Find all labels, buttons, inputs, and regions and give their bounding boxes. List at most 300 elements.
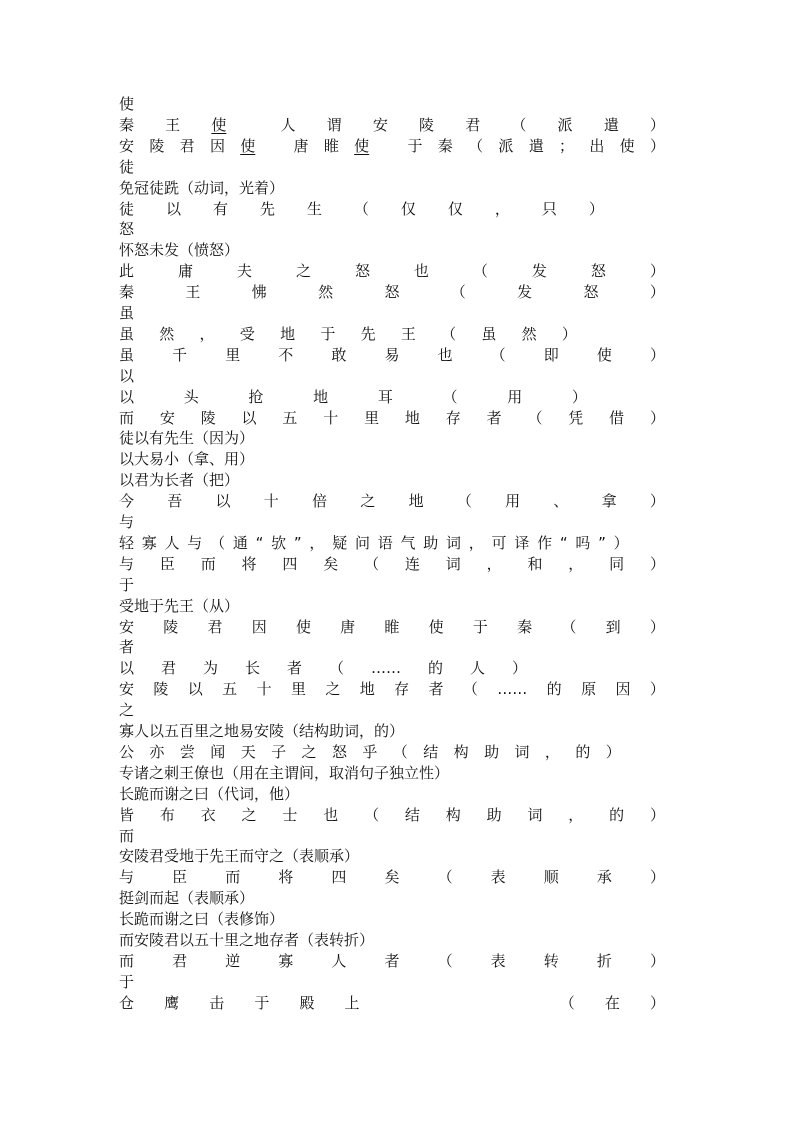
- char: 寡: [278, 951, 294, 970]
- char: 睢: [384, 617, 400, 636]
- char: ）: [649, 993, 665, 1012]
- char: 用: [507, 387, 523, 406]
- char: 抢: [248, 387, 264, 406]
- char: 四: [331, 868, 347, 887]
- char: 与: [119, 868, 135, 887]
- char: 拿: [601, 492, 617, 511]
- char: 仅: [447, 199, 463, 218]
- char: 之: [360, 492, 376, 511]
- char: 词: [446, 533, 462, 552]
- char: ”: [598, 533, 606, 552]
- char: 构: [453, 742, 469, 761]
- char: 安: [119, 136, 135, 155]
- char: 以: [241, 408, 257, 427]
- char: 仓: [119, 993, 135, 1012]
- example-line: 受地于先王（从）: [119, 596, 240, 615]
- char: 虽: [481, 324, 497, 343]
- char: 通: [232, 533, 248, 552]
- char: 吗: [575, 533, 591, 552]
- example-line: [119, 554, 665, 575]
- entry-heading: 使: [119, 95, 135, 113]
- char: 怒: [590, 262, 606, 281]
- example-line: [119, 408, 665, 429]
- char: 为: [203, 659, 219, 678]
- example-line: 寡人以五百里之地易安陵（结构助词，的）: [119, 722, 405, 740]
- char: 乎: [362, 742, 378, 761]
- char: ”: [293, 533, 302, 552]
- char: （: [353, 199, 369, 218]
- char: 于: [472, 617, 488, 636]
- char: 气: [400, 533, 416, 552]
- example-line: [119, 282, 665, 303]
- char: 里: [290, 680, 306, 699]
- char: 作: [537, 533, 553, 552]
- char: 欤: [271, 533, 287, 552]
- char: 于: [254, 993, 270, 1012]
- char: 转: [543, 951, 559, 970]
- char: 怒: [331, 742, 347, 761]
- char: ，: [309, 533, 325, 552]
- example-line: 以君为长者（把）: [119, 471, 240, 490]
- char: 君: [172, 951, 188, 970]
- char: （: [441, 324, 457, 343]
- entry-heading: 与: [119, 513, 135, 531]
- char: ）: [613, 533, 629, 552]
- char: 安: [159, 408, 175, 427]
- char: （: [437, 951, 453, 970]
- example-line: 专诸之刺王僚也（用在主谓间，取消句子独立性）: [119, 763, 450, 782]
- char: 秦: [119, 283, 135, 302]
- char: 寡: [141, 533, 157, 552]
- char: ……: [497, 680, 528, 699]
- char: （: [472, 262, 488, 281]
- char: 耳: [377, 387, 393, 406]
- example-line: 长跪而谢之曰（表修饰）: [119, 910, 285, 929]
- char: 人: [331, 951, 347, 970]
- char: 君: [465, 115, 481, 134]
- char: 士: [282, 805, 298, 824]
- underlined-char: 使: [211, 115, 227, 134]
- char: ）: [649, 680, 665, 699]
- char: 因: [615, 680, 631, 699]
- example-line: [119, 115, 665, 136]
- char: 四: [282, 554, 298, 573]
- char: 而: [119, 951, 135, 970]
- char: （: [462, 680, 478, 699]
- char: 先: [360, 324, 376, 343]
- char: （: [364, 554, 380, 573]
- char: ，: [544, 742, 560, 761]
- char: 安: [372, 115, 388, 134]
- char: （: [559, 993, 575, 1012]
- char: 唐: [293, 136, 309, 155]
- entry-heading: 虽: [119, 304, 135, 322]
- char: 构: [445, 805, 461, 824]
- char: 的: [427, 659, 443, 678]
- char: 同: [609, 554, 625, 573]
- char: 到: [605, 617, 621, 636]
- char: 凭: [568, 408, 584, 427]
- char: 秦: [119, 115, 135, 134]
- entry-heading: 而: [119, 826, 135, 845]
- char: 地: [359, 680, 375, 699]
- char: 顺: [543, 868, 559, 887]
- char: 吾: [167, 492, 183, 511]
- char: ……: [371, 659, 401, 678]
- char: （: [210, 533, 226, 552]
- char: 使: [596, 345, 612, 364]
- char: 而: [225, 868, 241, 887]
- char: 闻: [210, 742, 226, 761]
- char: 发: [531, 262, 547, 281]
- char: 也: [437, 345, 453, 364]
- char: 怒: [354, 262, 370, 281]
- char: 长: [245, 659, 261, 678]
- char: 折: [596, 951, 612, 970]
- char: 人: [469, 659, 485, 678]
- char: 表: [490, 951, 506, 970]
- entry-heading: 之: [119, 701, 135, 720]
- char: 头: [183, 387, 199, 406]
- char: 十: [263, 492, 279, 511]
- char: 也: [323, 805, 339, 824]
- char: （: [561, 617, 577, 636]
- char: 词: [527, 805, 543, 824]
- char: 人: [280, 115, 296, 134]
- char: （: [468, 136, 484, 155]
- example-line: [119, 387, 587, 408]
- underlined-char: 使: [354, 136, 370, 155]
- char: 先: [259, 199, 275, 218]
- char: 皆: [119, 805, 135, 824]
- char: （: [392, 742, 408, 761]
- char: 陵: [200, 408, 216, 427]
- char: 今: [119, 492, 135, 511]
- char: 使: [428, 617, 444, 636]
- char: 地: [404, 408, 420, 427]
- char: 里: [225, 345, 241, 364]
- char: 击: [209, 993, 225, 1012]
- entry-heading: 者: [119, 638, 135, 657]
- example-line: [119, 867, 665, 888]
- example-line: [119, 345, 665, 366]
- char: ）: [649, 868, 665, 887]
- char: ）: [649, 345, 665, 364]
- char: 敢: [331, 345, 347, 364]
- char: 以: [119, 659, 135, 678]
- char: 此: [119, 262, 135, 281]
- char: 生: [306, 199, 322, 218]
- char: 发: [517, 283, 533, 302]
- entry-heading: 徒: [119, 157, 135, 176]
- char: ）: [649, 408, 665, 427]
- char: 君: [179, 136, 195, 155]
- char: ）: [511, 659, 527, 678]
- char: 而: [200, 554, 216, 573]
- char: ）: [649, 283, 665, 302]
- char: 尝: [179, 742, 195, 761]
- char: 地: [280, 324, 296, 343]
- char: 谓: [326, 115, 342, 134]
- example-line: [119, 805, 665, 826]
- char: 易: [384, 345, 400, 364]
- char: 王: [165, 115, 181, 134]
- char: ）: [649, 492, 665, 511]
- char: 臣: [172, 868, 188, 887]
- entry-heading: 于: [119, 972, 135, 991]
- char: 逆: [225, 951, 241, 970]
- char: 疑: [332, 533, 348, 552]
- char: 布: [159, 805, 175, 824]
- char: （: [364, 805, 380, 824]
- char: ）: [649, 554, 665, 573]
- char: 十: [323, 408, 339, 427]
- char: 词: [445, 554, 461, 573]
- char: “: [255, 533, 264, 552]
- example-line: 以大易小（拿、用）: [119, 450, 255, 469]
- char: 遣: [603, 115, 619, 134]
- char: 鹰: [164, 993, 180, 1012]
- char: 用: [505, 492, 521, 511]
- char: 语: [377, 533, 393, 552]
- char: 表: [490, 868, 506, 887]
- char: ）: [649, 805, 665, 824]
- char: ）: [649, 115, 665, 134]
- char: （: [490, 345, 506, 364]
- char: 倍: [312, 492, 328, 511]
- char: 将: [241, 554, 257, 573]
- char: 结: [404, 805, 420, 824]
- char: ）: [588, 199, 604, 218]
- char: ）: [649, 262, 665, 281]
- char: ；: [559, 136, 575, 155]
- char: 出: [589, 136, 605, 155]
- char: 陵: [149, 136, 165, 155]
- char: 者: [287, 659, 303, 678]
- example-line: [119, 199, 604, 220]
- char: 存: [394, 680, 410, 699]
- char: 安: [119, 680, 135, 699]
- char: ，: [486, 554, 502, 573]
- example-line: [119, 491, 665, 512]
- char: ）: [571, 387, 587, 406]
- char: 以: [119, 387, 135, 406]
- example-line: [119, 261, 665, 282]
- char: 地: [408, 492, 424, 511]
- char: 因: [209, 136, 225, 155]
- char: 君: [161, 659, 177, 678]
- char: 陵: [153, 680, 169, 699]
- example-line: 怀怒未发（愤怒）: [119, 241, 240, 260]
- char: 者: [428, 680, 444, 699]
- char: ，: [568, 554, 584, 573]
- char: 原: [581, 680, 597, 699]
- char: 与: [187, 533, 203, 552]
- char: 的: [575, 742, 591, 761]
- example-line: [119, 533, 629, 554]
- char: 虽: [119, 324, 135, 343]
- char: 结: [423, 742, 439, 761]
- char: 和: [527, 554, 543, 573]
- char: 君: [207, 617, 223, 636]
- example-line: [119, 679, 665, 700]
- char: 者: [486, 408, 502, 427]
- example-line: 安陵君受地于先王而守之（表顺承）: [119, 847, 360, 866]
- char: 然: [521, 324, 537, 343]
- example-line: [119, 617, 665, 638]
- char: 、: [553, 492, 569, 511]
- char: （: [511, 115, 527, 134]
- example-line: 挺剑而起（表顺承）: [119, 889, 255, 908]
- char: ，: [199, 324, 215, 343]
- char: ）: [649, 617, 665, 636]
- char: ）: [605, 742, 621, 761]
- char: 之: [325, 680, 341, 699]
- char: 夫: [236, 262, 252, 281]
- char: 五: [282, 408, 298, 427]
- char: 以: [215, 492, 231, 511]
- char: （: [527, 408, 543, 427]
- char: 于: [407, 136, 423, 155]
- char: 然: [159, 324, 175, 343]
- char: （: [450, 283, 466, 302]
- char: 与: [119, 554, 135, 573]
- char: 上: [344, 993, 360, 1012]
- char: 里: [364, 408, 380, 427]
- example-line: [119, 951, 665, 972]
- char: 遣: [528, 136, 544, 155]
- char: 于: [320, 324, 336, 343]
- char: （: [437, 868, 453, 887]
- char: 秦: [437, 136, 453, 155]
- char: 以: [187, 680, 203, 699]
- char: 者: [384, 951, 400, 970]
- char: 之: [241, 805, 257, 824]
- char: 派: [498, 136, 514, 155]
- char: 借: [609, 408, 625, 427]
- char: 怒: [583, 283, 599, 302]
- char: 派: [557, 115, 573, 134]
- char: 之: [295, 262, 311, 281]
- char: 助: [423, 533, 439, 552]
- char: （: [456, 492, 472, 511]
- char: 怒: [384, 283, 400, 302]
- char: 使: [619, 136, 635, 155]
- char: 的: [546, 680, 562, 699]
- char: 秦: [517, 617, 533, 636]
- char: 词: [514, 742, 530, 761]
- char: 而: [119, 408, 135, 427]
- char: 王: [400, 324, 416, 343]
- char: 仅: [400, 199, 416, 218]
- char: 千: [172, 345, 188, 364]
- example-line: 长跪而谢之曰（代词，他）: [119, 784, 300, 803]
- char: 将: [278, 868, 294, 887]
- example-line: [119, 136, 665, 157]
- char: 以: [165, 199, 181, 218]
- char: 受: [239, 324, 255, 343]
- char: 亦: [149, 742, 165, 761]
- char: 天: [240, 742, 256, 761]
- char: 不: [278, 345, 294, 364]
- char: 王: [185, 283, 201, 302]
- char: 十: [256, 680, 272, 699]
- char: 因: [251, 617, 267, 636]
- example-line: 而安陵君以五十里之地存者（表转折）: [119, 931, 375, 949]
- char: 只: [541, 199, 557, 218]
- underlined-char: 使: [240, 136, 256, 155]
- char: 徒: [119, 199, 135, 218]
- entry-heading: 以: [119, 366, 135, 385]
- char: （: [442, 387, 458, 406]
- char: 陵: [419, 115, 435, 134]
- char: 也: [413, 262, 429, 281]
- char: 助: [486, 805, 502, 824]
- example-line: [119, 742, 621, 763]
- char: 虽: [119, 345, 135, 364]
- char: 之: [301, 742, 317, 761]
- char: 地: [313, 387, 329, 406]
- char: 存: [445, 408, 461, 427]
- char: 五: [222, 680, 238, 699]
- char: ）: [561, 324, 577, 343]
- example-line: 免冠徒跣（动词，光着）: [119, 178, 285, 197]
- spacer: [390, 993, 530, 1014]
- char: 公: [119, 742, 135, 761]
- char: ，: [568, 805, 584, 824]
- char: 译: [514, 533, 530, 552]
- char: ，: [494, 199, 510, 218]
- char: ）: [649, 951, 665, 970]
- char: 睢: [323, 136, 339, 155]
- example-line: [119, 993, 665, 1014]
- char: 的: [609, 805, 625, 824]
- entry-heading: 怒: [119, 220, 135, 239]
- char: 庸: [177, 262, 193, 281]
- char: 子: [271, 742, 287, 761]
- char: 衣: [200, 805, 216, 824]
- char: 连: [404, 554, 420, 573]
- char: “: [559, 533, 568, 552]
- char: 在: [604, 993, 620, 1012]
- char: 人: [164, 533, 180, 552]
- example-line: [119, 324, 577, 345]
- char: 殿: [299, 993, 315, 1012]
- char: 矣: [323, 554, 339, 573]
- char: 臣: [159, 554, 175, 573]
- char: 矣: [384, 868, 400, 887]
- char: 有: [212, 199, 228, 218]
- char: 即: [543, 345, 559, 364]
- char: 使: [295, 617, 311, 636]
- char: 问: [354, 533, 370, 552]
- example-line: 徒以有先生（因为）: [119, 429, 255, 448]
- char: 助: [484, 742, 500, 761]
- char: ）: [649, 136, 665, 155]
- char: ，: [468, 533, 484, 552]
- char: 安: [119, 617, 135, 636]
- char: 轻: [119, 533, 135, 552]
- char: 可: [491, 533, 507, 552]
- char: 陵: [163, 617, 179, 636]
- char: 怫: [251, 283, 267, 302]
- char: （: [329, 659, 345, 678]
- char: 然: [318, 283, 334, 302]
- entry-heading: 于: [119, 575, 135, 594]
- char: 承: [596, 868, 612, 887]
- example-line: [119, 658, 527, 679]
- char: 唐: [340, 617, 356, 636]
